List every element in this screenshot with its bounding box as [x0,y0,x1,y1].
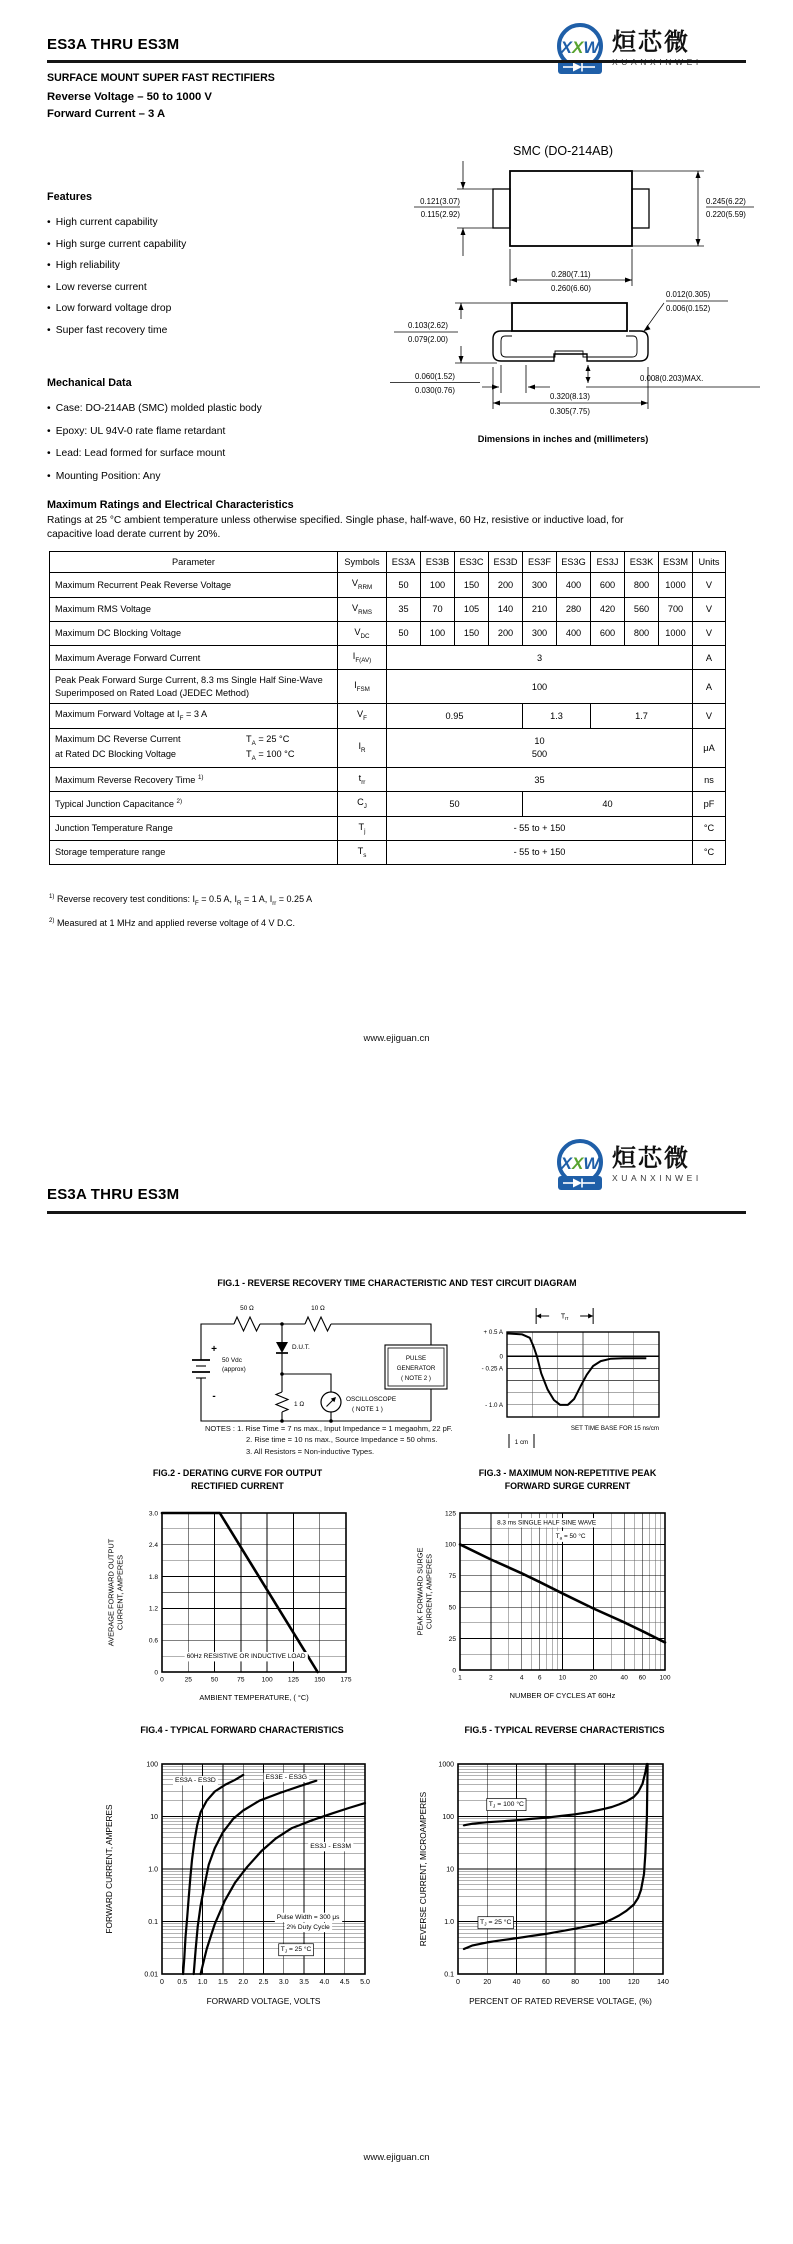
svg-text:2: 2 [489,1674,493,1682]
unit-cell: V [693,704,726,728]
table-row [50,573,726,597]
svg-text:AVERAGE FORWARD OUTPUTCURRENT,: AVERAGE FORWARD OUTPUTCURRENT, AMPERES [106,1538,125,1647]
svg-text:10: 10 [558,1674,567,1682]
value-cell: 560 [625,597,659,621]
parameter-cell: Maximum DC Reverse Current $T_A = 25$ °C at Rated DC Blocking Voltage $T_A = 100$ °C [50,728,338,768]
header-rule [47,60,746,63]
parameter-cell: Maximum Reverse Recovery Time $^{1)}$ [50,768,338,792]
parameter-cell: Maximum RMS Voltage [50,597,338,621]
features-section [47,191,337,341]
value-cell: 35 [387,597,421,621]
product-family-title: SURFACE MOUNT SUPER FAST RECTIFIERS [47,72,275,84]
value-cell: 3 [387,646,693,670]
svg-text:XXW [560,1154,602,1173]
svg-text:1.0: 1.0 [444,1918,454,1926]
dut-diode-icon [276,1342,288,1353]
column-header-parameter: Parameter [50,552,338,573]
value-cell: 35 [387,768,693,792]
resistor2-label: 10 Ω [311,1305,325,1312]
svg-text:4.5: 4.5 [339,1979,350,1986]
svg-text:FORWARD CURRENT, AMPERES: FORWARD CURRENT, AMPERES [104,1804,114,1934]
dim-foot-max: 0.060(1.52) [415,372,455,381]
svg-text:100: 100 [659,1674,671,1682]
unit-cell: V [693,597,726,621]
column-header-symbols: Symbols [338,552,387,573]
mechanical-heading: Mechanical Data [47,377,132,389]
ratings-table [49,551,726,865]
svg-text:TJ = 25 °C: $T_J = 25$ °C [280,1945,312,1955]
svg-text:3.5: 3.5 [299,1979,309,1986]
fig3-title [415,1467,720,1493]
svg-text:- 1.0 A: - 1.0 A [485,1402,503,1410]
page2-title: ES3A THRU ES3M [47,1186,180,1203]
table-row [50,768,726,792]
parameter-cell: Maximum Forward Voltage at $I_F = 3$ A [50,704,338,728]
dim-body-width-min: 0.220(5.59) [706,210,746,219]
dim-body-length-max: 0.280(7.11) [551,270,591,279]
logo-letter: X [571,1154,584,1173]
company-logo [553,1136,702,1192]
dim-height-min: 0.079(2.00) [408,335,448,344]
page1-title: ES3A THRU ES3M [47,36,180,53]
dim-body-width-max: 0.245(6.22) [706,197,746,206]
table-row [50,621,726,645]
svg-text:3.0: 3.0 [148,1510,158,1518]
value-cell: 105 [455,597,489,621]
unit-cell: μA [693,728,726,768]
logo-letter: X [571,38,584,57]
unit-cell: °C [693,816,726,840]
svg-text:2% Duty Cycle: 2% Duty Cycle [286,1923,330,1931]
company-logo [553,20,702,76]
column-header-es3b: ES3B [421,552,455,573]
svg-text:0.1: 0.1 [148,1918,158,1926]
dim-height-max: 0.103(2.62) [408,321,448,330]
svg-text:0: 0 [160,1979,164,1986]
svg-text:80: 80 [571,1979,580,1986]
svg-text:75: 75 [237,1676,245,1684]
symbol-cell: $t_{rr}$ [338,768,387,792]
svg-text:1.8: 1.8 [148,1573,158,1581]
svg-text:20: 20 [483,1979,492,1986]
value-cell: 200 [489,573,523,597]
battery-minus-label: - [212,1391,216,1402]
value-cell: 300 [523,621,557,645]
symbol-cell: $T_s$ [338,840,387,864]
value-cell: 100 [421,621,455,645]
fig1-note-line: 2. Rise time = 10 ns max., Source Impedance = 50 ohms. [246,1435,438,1445]
fig2-plot [107,1510,352,1702]
svg-text:6: 6 [537,1674,542,1682]
fig1-test-circuit [108,1296,488,1486]
fig4-chart [82,1740,402,2018]
fig3-title-line1: FIG.3 - MAXIMUM NON-REPETITIVE PEAK [478,1468,657,1478]
dim-tab-width-min: 0.115(2.92) [420,210,460,219]
dim-standoff-max: 0.008(0.203)MAX. [640,374,704,383]
dim-span-min: 0.305(7.75) [550,407,590,416]
value-cell: 1.3 [523,704,591,728]
column-header-es3a: ES3A [387,552,421,573]
table-row [50,646,726,670]
ratings-heading: Maximum Ratings and Electrical Characteristics [47,499,294,511]
pulse-gen-label-3: ( NOTE 2 ) [401,1375,431,1382]
reverse-voltage-line: Reverse Voltage – 50 to 1000 V [47,91,212,103]
svg-text:8.3 ms SINGLE HALF SINE WAVE: 8.3 ms SINGLE HALF SINE WAVE [497,1519,597,1527]
value-cell: 70 [421,597,455,621]
svg-text:Pulse Width = 300 μs: Pulse Width = 300 μs [276,1913,340,1921]
symbol-cell: $V_F$ [338,704,387,728]
fig2-chart [80,1496,395,1708]
fig5-chart [412,1740,717,2018]
package-caption: Dimensions in inches and (millimeters) [477,434,649,444]
svg-text:125: 125 [444,1510,456,1518]
svg-text:ES3E - ES3G: ES3E - ES3G [265,1773,308,1781]
table-header-row [50,552,726,573]
resistor3-label: 1 Ω [294,1401,305,1408]
value-cell: 140 [489,597,523,621]
parameter-cell: Maximum Average Forward Current [50,646,338,670]
fig4-title: FIG.4 - TYPICAL FORWARD CHARACTERISTICS [140,1725,344,1735]
symbol-cell: $V_{RRM}$ [338,573,387,597]
feature-item: • Low reverse current [47,277,337,299]
feature-item: • High current capability [47,212,337,234]
svg-text:40: 40 [512,1979,521,1986]
dim-lead-thickness-min: 0.006(0.152) [666,304,711,313]
value-cell: 150 [455,621,489,645]
parameter-cell: Maximum Recurrent Peak Reverse Voltage [50,573,338,597]
fig1-notes [205,1423,625,1457]
svg-text:4.0: 4.0 [319,1979,330,1986]
column-header-es3j: ES3J [591,552,625,573]
unit-cell: A [693,646,726,670]
feature-item: • Super fast recovery time [47,320,337,342]
forward-current-line: Forward Current – 3 A [47,107,166,120]
dim-tab-width-max: 0.121(3.07) [420,197,460,206]
value-cell: 100 [387,670,693,704]
pulse-gen-label-2: GENERATOR [396,1365,436,1372]
mechanical-item: • Case: DO-214AB (SMC) molded plastic body [47,398,337,421]
unit-cell: ns [693,768,726,792]
logo-chinese-name: 烜芯微 [612,1144,690,1172]
svg-text:100: 100 [261,1676,273,1684]
dut-label: D.U.T. [292,1344,310,1351]
symbol-cell: $I_{FSM}$ [338,670,387,704]
table-row [50,816,726,840]
mechanical-item: • Lead: Lead formed for surface mount [47,443,337,466]
symbol-cell: $C_J$ [338,792,387,816]
logo-letter: W [583,38,600,57]
fig3-title-line2: FORWARD SURGE CURRENT [504,1481,631,1491]
svg-text:2.0: 2.0 [238,1979,249,1986]
logo-mark-icon [553,20,607,76]
fig3-plot [416,1510,671,1700]
svg-text:1.5: 1.5 [218,1979,228,1986]
value-cell: 600 [591,573,625,597]
page1-footer-url: www.ejiguan.cn [363,1033,430,1044]
column-header-es3m: ES3M [659,552,693,573]
svg-text:60: 60 [541,1979,550,1986]
parameter-cell: Storage temperature range [50,840,338,864]
svg-text:4: 4 [519,1674,524,1682]
feature-item: • Low forward voltage drop [47,298,337,320]
svg-text:- 0.25 A: - 0.25 A [481,1365,503,1373]
logo-letter: W [583,1154,600,1173]
svg-text:100: 100 [146,1761,158,1769]
dim-foot-min: 0.030(0.76) [415,386,455,395]
footnote-line: $^{1)}$ Reverse recovery test conditions: $I_F = 0.5$ A, $I_R = 1$ A, $I_{rr} = 0.25$ A [49,893,313,907]
fig2-title [80,1467,395,1493]
svg-text:2.4: 2.4 [148,1542,158,1550]
parameter-cell: Junction Temperature Range [50,816,338,840]
symbol-cell: $T_j$ [338,816,387,840]
column-header-units: Units [693,552,726,573]
mechanical-list [47,398,337,488]
column-header-es3f: ES3F [523,552,557,573]
logo-chinese-name: 烜芯微 [612,28,690,56]
svg-text:100: 100 [442,1813,454,1821]
value-cell: 100 [421,573,455,597]
mechanical-item: • Mounting Position: Any [47,466,337,489]
value-cell: 50 [387,792,523,816]
svg-text:NUMBER OF CYCLES AT 60Hz: NUMBER OF CYCLES AT 60Hz [509,1691,616,1700]
svg-text:PERCENT OF RATED REVERSE VOLTA: PERCENT OF RATED REVERSE VOLTAGE, (%) [469,1996,652,2006]
svg-text:0: 0 [499,1353,503,1361]
logo-letter: X [560,38,572,57]
fig4-plot [104,1761,370,2006]
value-cell: 280 [557,597,591,621]
feature-item: • High surge current capability [47,234,337,256]
svg-text:1.2: 1.2 [148,1605,158,1613]
header-rule [47,1211,746,1214]
svg-text:1.0: 1.0 [197,1979,208,1986]
svg-text:0: 0 [456,1979,460,1986]
svg-text:25: 25 [184,1676,192,1684]
fig1-title: FIG.1 - REVERSE RECOVERY TIME CHARACTERISTIC AND TEST CIRCUIT DIAGRAM [217,1278,577,1288]
svg-text:150: 150 [314,1676,326,1684]
features-list [47,212,337,341]
fig3-chart [415,1496,720,1708]
svg-text:1 cm: 1 cm [514,1439,529,1446]
value-cell: 300 [523,573,557,597]
battery-plus-label: + [211,1344,217,1355]
svg-text:Ta = 50 °C: $T_a = 50$ °C [555,1533,586,1541]
value-cell: 0.95 [387,704,523,728]
svg-text:Trr: $T_{rr}$ [560,1313,569,1323]
svg-text:ES3J - ES3M: ES3J - ES3M [310,1843,351,1851]
oscilloscope-note-label: ( NOTE 1 ) [352,1406,383,1413]
value-cell: 1.7 [591,704,693,728]
pulse-gen-label-1: PULSE [405,1355,427,1362]
symbol-cell: $I_{F(AV)}$ [338,646,387,670]
svg-text:40: 40 [620,1674,628,1682]
logo-letter: X [560,1154,572,1173]
table-row [50,792,726,816]
fig5-title: FIG.5 - TYPICAL REVERSE CHARACTERISTICS [464,1725,665,1735]
value-cell: 600 [591,621,625,645]
svg-text:140: 140 [657,1979,669,1986]
value-cell: 1000 [659,573,693,597]
svg-text:120: 120 [627,1979,640,1986]
value-cell: 420 [591,597,625,621]
feature-item: • High reliability [47,255,337,277]
svg-text:50: 50 [448,1604,456,1612]
value-cell: 10 500 [387,728,693,768]
svg-text:+ 0.5 A: + 0.5 A [483,1329,503,1337]
svg-text:100: 100 [598,1979,611,1986]
package-diagram [330,131,793,449]
column-header-es3g: ES3G [557,552,591,573]
footnote-line: $^{2)}$ Measured at 1 MHz and applied reverse voltage of 4 V D.C. [49,916,296,928]
svg-text:1.0: 1.0 [148,1866,158,1874]
supply-approx-label: (approx) [222,1366,246,1373]
svg-text:TJ = 25 °C: $T_J = 25$ °C [479,1918,512,1928]
logo-text [612,1146,702,1183]
svg-text:50: 50 [210,1676,219,1684]
svg-text:1: 1 [458,1674,462,1682]
svg-text:0: 0 [160,1676,164,1684]
value-cell: 200 [489,621,523,645]
svg-text:FORWARD VOLTAGE, VOLTS: FORWARD VOLTAGE, VOLTS [206,1996,321,2006]
svg-text:ES3A - ES3D: ES3A - ES3D [174,1777,216,1785]
svg-text:1000: 1000 [438,1761,454,1769]
column-header-es3c: ES3C [455,552,489,573]
fig1-note-line: NOTES : 1. Rise Time = 7 ns max., Input Impedance = 1 megaohm, 22 pF. [205,1424,453,1433]
footnotes [49,888,312,932]
package-title: SMC (DO-214AB) [512,144,614,158]
ratings-note: Ratings at 25 °C ambient temperature unless otherwise specified. Single phase, half-wave, 60 Hz, resistive or inductive load, for capacitive load derate current by 20%. [47,515,624,540]
value-cell: 150 [455,573,489,597]
svg-text:0.6: 0.6 [148,1637,158,1645]
svg-text:XXW [560,38,602,57]
page2-footer-url: www.ejiguan.cn [363,2152,430,2163]
svg-text:0: 0 [154,1669,158,1677]
column-header-es3d: ES3D [489,552,523,573]
svg-text:10: 10 [150,1813,158,1821]
svg-text:175: 175 [340,1676,352,1684]
fig2-title-line1: FIG.2 - DERATING CURVE FOR OUTPUT [152,1468,323,1478]
parameter-cell: Peak Peak Forward Surge Current, 8.3 ms Single Half Sine-Wave Superimposed on Rated Load (JEDEC Method) [50,670,338,704]
fig5-plot [418,1761,669,2006]
symbol-cell: $V_{RMS}$ [338,597,387,621]
value-cell: 800 [625,621,659,645]
unit-cell: V [693,573,726,597]
svg-text:5.0: 5.0 [360,1979,370,1986]
dim-lead-thickness-max: 0.012(0.305) [666,290,711,299]
svg-text:TJ = 100 °C: $T_J = 100$ °C [488,1800,524,1810]
value-cell: 1000 [659,621,693,645]
resistor1-label: 50 Ω [240,1305,254,1312]
table-row [50,597,726,621]
svg-text:75: 75 [448,1573,456,1581]
value-cell: 210 [523,597,557,621]
svg-text:20: 20 [589,1674,598,1682]
svg-text:125: 125 [287,1676,299,1684]
value-cell: - 55 to + 150 [387,840,693,864]
svg-text:REVERSE CURRENT, MICROAMPERES: REVERSE CURRENT, MICROAMPERES [418,1791,428,1947]
symbol-cell: $V_{DC}$ [338,621,387,645]
svg-text:60: 60 [638,1674,646,1682]
svg-text:25: 25 [448,1635,456,1643]
value-cell: 50 [387,621,421,645]
value-cell: 800 [625,573,659,597]
svg-text:100: 100 [444,1541,456,1549]
value-cell: 700 [659,597,693,621]
subtitle-block [47,72,275,122]
svg-text:0.1: 0.1 [444,1971,454,1979]
mechanical-section [47,377,337,488]
table-row [50,704,726,728]
table-row [50,670,726,704]
svg-text:60Hz RESISTIVE OR INDUCTIVE LO: 60Hz RESISTIVE OR INDUCTIVE LOAD [186,1653,306,1661]
svg-text:0.5: 0.5 [177,1979,188,1986]
value-cell: 400 [557,621,591,645]
svg-text:PEAK FORWARD SURGECURRENT, AMP: PEAK FORWARD SURGECURRENT, AMPERES [415,1547,434,1636]
logo-mark-icon [553,1136,607,1192]
svg-text:0.01: 0.01 [144,1971,158,1979]
dim-body-length-min: 0.260(6.60) [551,284,591,293]
svg-text:AMBIENT TEMPERATURE, ( °C): AMBIENT TEMPERATURE, ( °C) [199,1693,309,1702]
oscilloscope-label: OSCILLOSCOPE [346,1396,397,1403]
svg-text:2.5: 2.5 [258,1979,269,1986]
parameter-cell: Maximum DC Blocking Voltage [50,621,338,645]
supply-voltage-label: 50 Vdc [222,1357,242,1364]
unit-cell: V [693,621,726,645]
fig2-title-line2: RECTIFIED CURRENT [191,1481,284,1491]
logo-english-name: XUANXINWEI [612,1172,702,1183]
value-cell: - 55 to + 150 [387,816,693,840]
table-row [50,728,726,768]
svg-text:SET TIME BASE FOR 15 ns/cm: SET TIME BASE FOR 15 ns/cm [570,1425,659,1432]
symbol-cell: $I_R$ [338,728,387,768]
table-row [50,840,726,864]
value-cell: 50 [387,573,421,597]
unit-cell: A [693,670,726,704]
fig4-series-es3a-es3d [183,1775,243,1974]
fig1-note-line: 3. All Resistors = Non-inductive Types. [246,1446,375,1456]
unit-cell: °C [693,840,726,864]
svg-text:10: 10 [446,1866,454,1874]
mechanical-item: • Epoxy: UL 94V-0 rate flame retardant [47,421,337,444]
unit-cell: pF [693,792,726,816]
column-header-es3k: ES3K [625,552,659,573]
value-cell: 400 [557,573,591,597]
dim-span-max: 0.320(8.13) [550,392,590,401]
svg-text:3.0: 3.0 [278,1979,289,1986]
svg-text:0: 0 [452,1667,456,1675]
parameter-cell: Typical Junction Capacitance $^{2)}$ [50,792,338,816]
value-cell: 40 [523,792,693,816]
features-heading: Features [47,191,93,203]
